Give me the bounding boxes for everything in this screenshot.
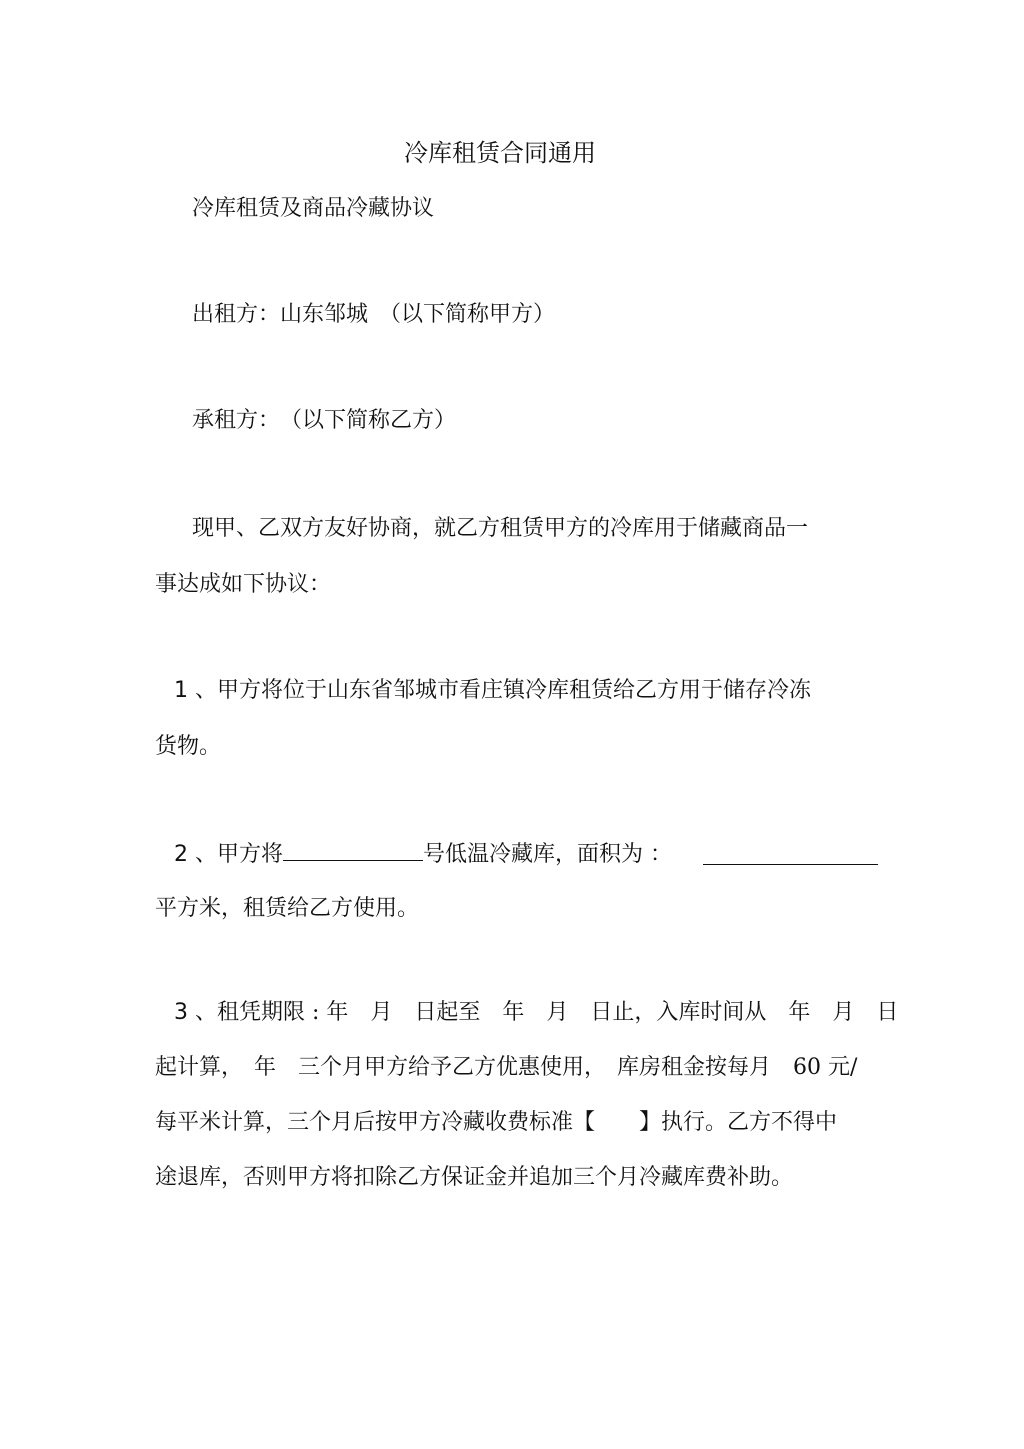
clause-2-number: 2 xyxy=(174,842,188,867)
clause-3-line-1 xyxy=(174,998,898,1028)
clause-1-line-1 xyxy=(174,676,811,706)
subtitle: 冷库租赁及商品冷藏协议 xyxy=(192,196,435,221)
clause-2-line-1 xyxy=(174,838,672,870)
intro-line-2: 事达成如下协议： xyxy=(155,572,332,597)
lessor-line: 出租方：山东邹城 （以下简称甲方） xyxy=(192,302,556,327)
clause-2-text-b: 号低温冷藏库，面积为 ： xyxy=(423,842,673,867)
area-blank[interactable] xyxy=(703,842,878,865)
clause-3-text: 、租凭期限 : 年 月 日起至 年 月 日止，入库时间从 年 月 日 xyxy=(195,1000,899,1025)
document-title: 冷库租赁合同通用 xyxy=(404,139,596,167)
clause-3-line-2: 起计算， 年 三个月甲方给予乙方优惠使用， 库房租金按每月 60 元/ xyxy=(155,1055,858,1080)
intro-line-1: 现甲、乙双方友好协商，就乙方租赁甲方的冷库用于储藏商品一 xyxy=(192,516,809,541)
clause-3-line-3: 每平米计算，三个月后按甲方冷藏收费标准【 】执行。乙方不得中 xyxy=(155,1110,838,1135)
clause-1-text: 、甲方将位于山东省邹城市看庄镇冷库租赁给乙方用于储存冷冻 xyxy=(195,678,812,703)
lessee-line: 承租方： （以下简称乙方） xyxy=(192,408,457,433)
store-number-blank[interactable] xyxy=(283,838,423,861)
clause-3-line-4: 途退库，否则甲方将扣除乙方保证金并追加三个月冷藏库费补助。 xyxy=(155,1165,794,1190)
clause-1-line-2: 货物。 xyxy=(155,734,222,759)
clause-2-text-a: 、甲方将 xyxy=(195,842,284,867)
clause-3-number: 3 xyxy=(174,1000,188,1025)
clause-1-number: 1 xyxy=(174,678,188,703)
clause-2-line-2: 平方米，租赁给乙方使用。 xyxy=(155,896,420,921)
